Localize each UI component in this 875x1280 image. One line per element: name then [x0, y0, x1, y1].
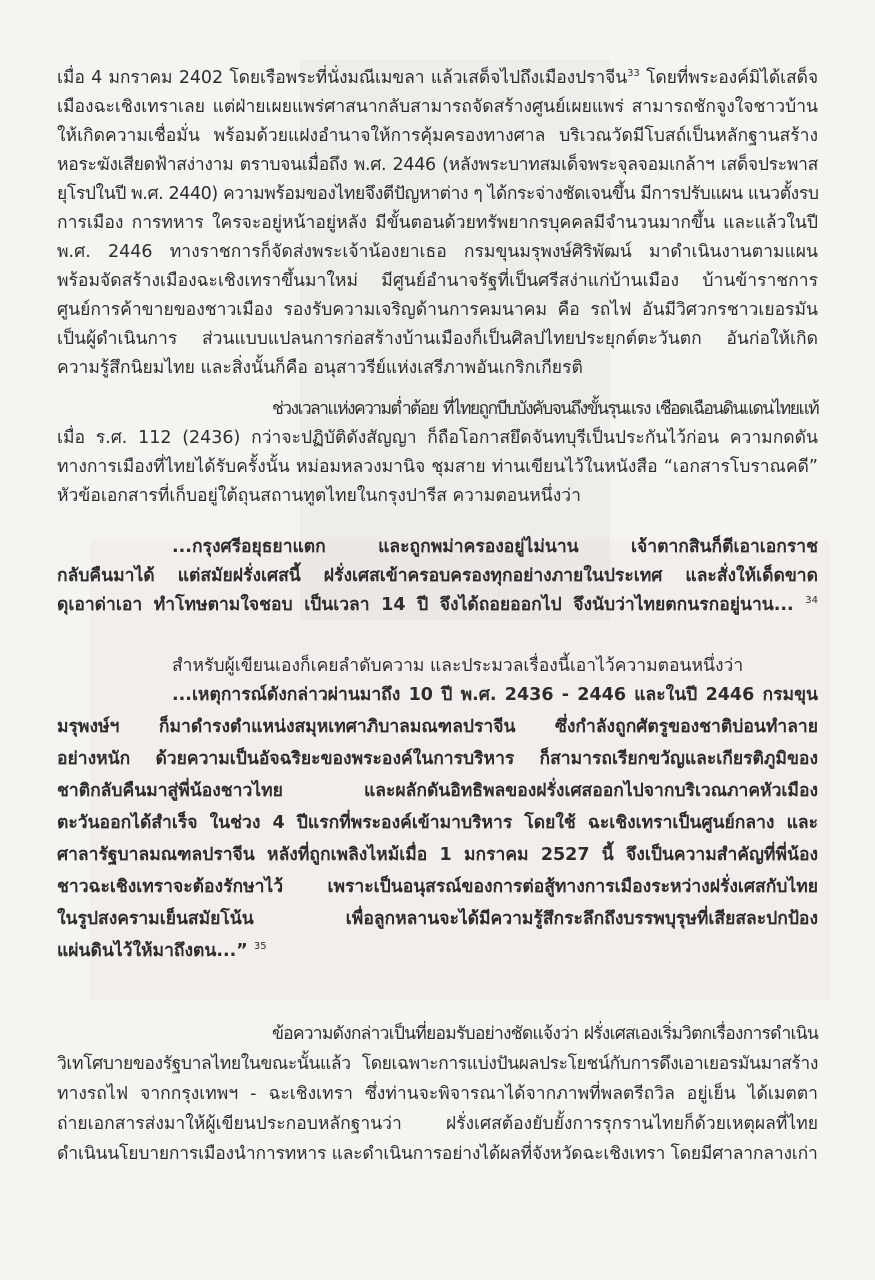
line-text: ถ่ายเอกสารส่งมาให้ผู้เขียนประกอบหลักฐานว่า ฝรั่งเศสต้องยับยั้งการรุกรานไทยก็ด้วยเหตุผลที่ไทย — [57, 1114, 818, 1134]
line-text: ยุโรปในปี พ.ศ. 2440) ความพร้อมของไทยจึงตีปัญหาต่าง ๆ ได้กระจ่างชัดเจนขึ้น มีการปรับแผน แนวตั้งรบ — [57, 184, 819, 204]
text-line — [272, 397, 818, 421]
text-line — [57, 875, 818, 899]
text-line — [57, 484, 818, 508]
line-text: ในรูปสงครามเย็นสมัยโน้น เพื่อลูกหลานจะได้มีความรู้สึกระลึกถึงบรรพบุรุษที่เสียสละปกป้อง — [57, 909, 818, 929]
line-text: เมืองฉะเชิงเทราเลย แต่ฝ่ายเผยแพร่ศาสนากลับสามารถจัดสร้างศูนย์เผยแพร่ สามารถชักจูงใจชาวบ้าน — [57, 97, 818, 117]
line-text: ...กรุงศรีอยุธยาแตก และถูกพม่าครองอยู่ไม่นาน เจ้าตากสินก็ตีเอาเอกราช — [172, 537, 818, 557]
footnote-ref: 34 — [805, 595, 818, 607]
line-text: ความรู้สึกนิยมไทย และสิ่งนั้นก็คือ อนุสาวรีย์แห่งเสรีภาพอันเกริกเกียรติ — [57, 358, 583, 378]
text-line — [172, 535, 818, 559]
line-text: หอระฆังเสียดฟ้าสง่างาม ตราบจนเมื่อถึง พ.ศ. 2446 (หลังพระบาทสมเด็จพระจุลจอมเกล้าฯ เสด็จประพาส — [57, 155, 818, 175]
footnote-ref: 33 — [627, 68, 640, 80]
text-line — [57, 1082, 818, 1106]
text-line — [57, 356, 818, 380]
line-text: ชาวฉะเชิงเทราจะต้องรักษาไว้ เพราะเป็นอนุสรณ์ของการต่อสู้ทางการเมืองระหว่างฝรั่งเศสกับไทย — [57, 877, 818, 897]
text-line — [57, 182, 818, 206]
line-text: อย่างหนัก ด้วยความเป็นอัจฉริยะของพระองค์ในการบริหาร ก็สามารถเรียกขวัญและเกียรติภูมิของ — [57, 749, 818, 769]
text-line — [57, 426, 818, 450]
line-text: พ.ศ. 2446 ทางราชการก็จัดส่งพระเจ้าน้องยาเธอ กรมขุนมรุพงษ์ศิริพัฒน์ มาดำเนินงานตามแผน — [57, 242, 818, 262]
text-line — [57, 455, 818, 479]
text-line — [57, 779, 818, 803]
line-text: ตะวันออกได้สำเร็จ ในช่วง 4 ปีแรกที่พระองค์เข้ามาบริหาร โดยใช้ ฉะเชิงเทราเป็นศูนย์กลาง และ — [57, 813, 818, 833]
text-line — [57, 715, 818, 739]
text-line — [57, 1112, 818, 1136]
text-line — [57, 66, 818, 90]
line-text: ข้อความดังกล่าวเป็นที่ยอมรับอย่างชัดแจ้งว่า ฝรั่งเศสเองเริ่มวิตกเรื่องการดำเนิน — [272, 1024, 818, 1044]
text-line — [57, 153, 818, 177]
line-text: ช่วงเวลาแห่งความต่ำต้อย ที่ไทยถูกบีบบังคับจนถึงขั้นรุนแรง เชือดเฉือนดินแดนไทยแท้ — [272, 399, 818, 419]
line-text: ศาลารัฐบาลมณฑลปราจีน หลังที่ถูกเพลิงไหม้เมื่อ 1 มกราคม 2527 นี้ จึงเป็นความสำคัญที่พี่น้อง — [57, 845, 818, 865]
line-text: ให้เกิดความเชื่อมั่น พร้อมด้วยแฝงอำนาจให้การคุ้มครองทางศาล บริเวณวัดมีโบสถ์เป็นหลักฐานสร้าง — [57, 126, 818, 146]
text-line — [57, 95, 818, 119]
text-line — [57, 564, 818, 588]
line-text: พร้อมจัดสร้างเมืองฉะเชิงเทราขึ้นมาใหม่ มีศูนย์อำนาจรัฐที่เป็นศรีสง่าแก่บ้านเมือง บ้านข้าราชการ — [57, 271, 818, 291]
text-line — [57, 593, 818, 617]
footnote-ref: 35 — [253, 941, 267, 953]
line-text: ทางการเมืองที่ไทยได้รับครั้งนั้น หม่อมหลวงมานิจ ชุมสาย ท่านเขียนไว้ในหนังสือ “เอกสารโบราณคดี” — [57, 457, 818, 477]
line-text: เมื่อ ร.ศ. 112 (2436) กว่าจะปฏิบัติดังสัญญา ก็ถือโอกาสยึดจันทบุรีเป็นประกันไว้ก่อน ความกดดัน — [57, 428, 818, 448]
text-line — [57, 1052, 818, 1076]
line-text: สำหรับผู้เขียนเองก็เคยลำดับความ และประมวลเรื่องนี้เอาไว้ความตอนหนึ่งว่า — [172, 656, 744, 676]
line-text: โดยที่พระองค์มิได้เสด็จ — [646, 68, 818, 88]
line-text: กลับคืนมาได้ แต่สมัยฝรั่งเศสนี้ ฝรั่งเศสเข้าครอบครองทุกอย่างภายในประเทศ และสั่งให้เด็ดขาด — [57, 566, 818, 586]
line-text: ทางรถไฟ จากกรุงเทพฯ - ฉะเชิงเทรา ซึ่งท่านจะพิจารณาได้จากภาพที่พลตรีถวิล อยู่เย็น ได้เมตตา — [57, 1084, 818, 1104]
text-line — [57, 843, 818, 867]
line-text: แผ่นดินไว้ให้มาถึงตน...” — [57, 941, 248, 961]
text-line — [57, 211, 818, 235]
text-line — [57, 240, 818, 264]
line-text: ดำเนินนโยบายการเมืองนำการทหาร และดำเนินการอย่างได้ผลที่จังหวัดฉะเชิงเทรา โดยมีศาลากลางเก่า — [57, 1144, 818, 1164]
line-text: ...เหตุการณ์ดังกล่าวผ่านมาถึง 10 ปี พ.ศ. 2436 - 2446 และในปี 2446 กรมขุน — [172, 685, 818, 705]
line-text: เป็นผู้ดำเนินการ ส่วนแบบแปลนการก่อสร้างบ้านเมืองก็เป็นศิลปไทยประยุกต์ตะวันตก อันก่อให้เกิด — [57, 329, 818, 349]
text-line — [272, 1022, 818, 1046]
text-line — [57, 747, 818, 771]
text-line — [57, 1142, 818, 1166]
text-line — [57, 907, 818, 931]
line-text: ดุเอาด่าเอา ทำโทษตามใจชอบ เป็นเวลา 14 ปี จึงได้ถอยออกไป จึงนับว่าไทยตกนรกอยู่นาน... — [57, 595, 794, 615]
line-text: ชาติกลับคืนมาสู่พี่น้องชาวไทย และผลักดันอิทธิพลของฝรั่งเศสออกไปจากบริเวณภาคหัวเมือง — [57, 781, 818, 801]
line-text: มรุพงษ์ฯ ก็มาดำรงตำแหน่งสมุหเทศาภิบาลมณฑลปราจีน ซึ่งกำลังถูกศัตรูของชาติบ่อนทำลาย — [57, 717, 818, 737]
line-text: วิเทโศบายของรัฐบาลไทยในขณะนั้นแล้ว โดยเฉพาะการแบ่งปันผลประโยชน์กับการดึงเอาเยอรมันมาสร้าง — [57, 1054, 818, 1074]
text-line — [172, 654, 818, 678]
line-text: ศูนย์การค้าขายของชาวเมือง รองรับความเจริญด้านการคมนาคม คือ รถไฟ อันมีวิศวกรชาวเยอรมัน — [57, 300, 818, 320]
text-line — [57, 269, 818, 293]
text-line — [57, 811, 818, 835]
line-text: เมื่อ 4 มกราคม 2402 โดยเรือพระที่นั่งมณีเมขลา แล้วเสด็จไปถึงเมืองปราจีน — [57, 68, 628, 88]
line-text: การเมือง การทหาร ใครจะอยู่หน้าอยู่หลัง มีขั้นตอนด้วยทรัพยากรบุคคลมีจำนวนมากขึ้น และแล้วในปี — [57, 213, 818, 233]
text-line — [172, 683, 818, 707]
text-line — [57, 327, 818, 351]
text-line — [57, 939, 818, 963]
text-line — [57, 124, 818, 148]
line-text: หัวข้อเอกสารที่เก็บอยู่ใต้ถุนสถานทูตไทยในกรุงปารีส ความตอนหนึ่งว่า — [57, 486, 581, 506]
text-line — [57, 298, 818, 322]
